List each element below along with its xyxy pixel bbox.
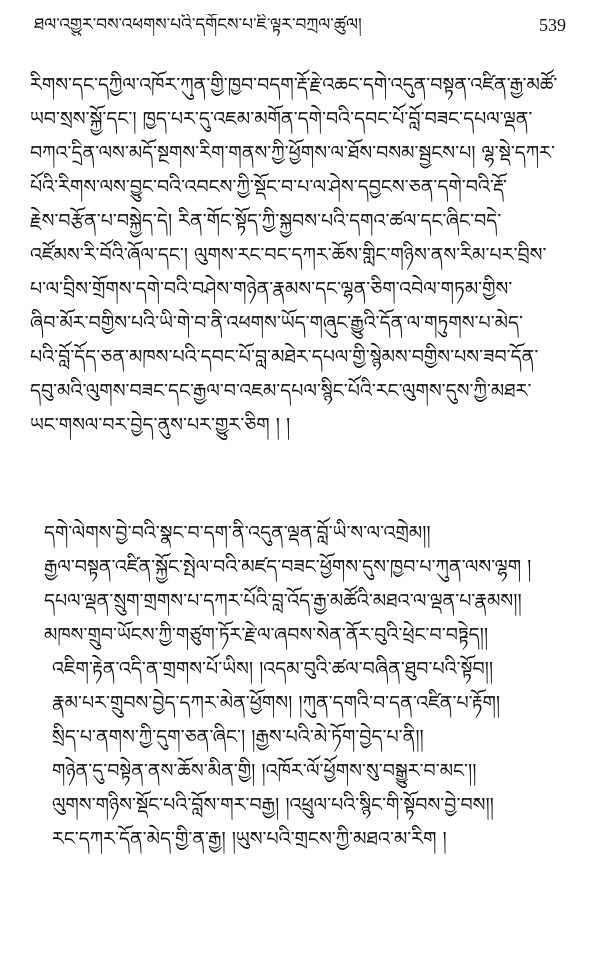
verse-block [44, 516, 574, 856]
prose-line: པོའི་རིགས་ལས་བྱུང་བའི་འབངས་ཀྱི་སྡོང་བ་པ་ལ་ཤེས་དབྱངས་ཅན་དགེ་བའི་རྡོ་ [30, 176, 507, 198]
running-head: ཐལ་འགྱུར་བས་འཕགས་པའི་དགོངས་པ་ཇི་ལྟར་བཀྲལ་ཚུལ། [34, 15, 362, 35]
prose-block [30, 68, 570, 442]
prose-line: རིགས་དང་དཀྱིལ་འཁོར་ཀུན་གྱི་ཁྱབ་བདག་རྡོ་རྗེ་འཆང་དགེ་འདུན་བསྟན་འཛིན་རྒྱ་མཚོ་ [30, 74, 558, 96]
verse-line: རྒྱལ་བསྟན་འཛིན་སྐྱོང་སྤེལ་བའི་མཛད་བཟང་ཕྱོགས་དུས་ཁྱབ་པ་ཀུན་ལས་ལྷག ། [44, 556, 532, 578]
prose-line: རྗེས་བརྩོན་པ་བསྐྱེད་དེ། རིན་གོང་སྟོད་ཀྱི་སྐྱབས་པའི་དགའ་ཚལ་དང་ཞིང་བདེ་ [30, 210, 502, 232]
prose-line: ཞིབ་མོར་བགྱིས་པའི་ཡི་གེ་བ་ནི་འཕགས་ཡོད་གཞུང་རྒྱུའི་དོན་ལ་གཏུགས་པ་མེད་ [30, 312, 524, 334]
verse-line: འཇིག་རྟེན་འདི་ན་གྲགས་པོ་ཡིས། །འདམ་བུའི་ཚལ་བཞིན་ཐུབ་པའི་སྟོབ།། [52, 658, 494, 680]
verse-line: གཉེན་དུ་བསྟེན་ནས་ཆོས་མིན་གྱི། །འཁོར་ལོ་ཕྱོགས་སུ་བསྒྱུར་བ་མང་།། [52, 760, 477, 782]
prose-line: བཀའ་དྲིན་ལས་མདོ་སྔགས་རིག་གནས་ཀྱི་ཕྱོགས་ལ་ཐོས་བསམ་སྦྱངས་པ། ལྷ་སྡེ་དཀར་ [30, 142, 556, 164]
prose-line: ཡབ་སྲས་སྐྱོ་དང་། ཁྱད་པར་དུ་འཇམ་མགོན་དགེ་བའི་དབང་པོ་བློ་བཟང་དཔལ་ལྡན་ [30, 108, 533, 130]
prose-line: པ་ལ་བྲིས་གྲོགས་དགེ་བའི་བཤེས་གཉེན་རྣམས་དང་ལྷན་ཅིག་འབེལ་གཏམ་གྱིས་ [30, 278, 513, 300]
prose-line: འཛོམས་རི་བོའི་ཞོལ་དང་། ལུགས་རང་བང་དཀར་ཆོས་གླིང་གཉིས་ནས་རིམ་པར་བྲིས་ [30, 244, 547, 266]
prose-line: ཡང་གསལ་བར་བྱེད་ནུས་པར་གྱུར་ཅིག ། ། [30, 414, 291, 436]
prose-line: དབུ་མའི་ལུགས་བཟང་དང་རྒྱལ་བ་འཇམ་དཔལ་སྙིང་པོའི་རང་ལུགས་དུས་ཀྱི་མཐར་ [30, 380, 532, 402]
verse-line: མཁས་གྲུབ་ཡོངས་ཀྱི་གཙུག་ཏོར་རྗེ་ལ་ཞབས་སེན་ནོར་བུའི་ཕྲེང་བ་བཏྟེད།། [44, 624, 489, 646]
verse-line: རང་དཀར་དོན་མེད་གྱི་ན་རྒྱ། །ཡུས་པའི་གྲངས་ཀྱི་མཐའ་མ་རིག ། [52, 828, 447, 850]
verse-line: དགེ་ལེགས་བྱེ་བའི་སྣང་བ་དག་ནི་འདུན་ལྡན་བློ་ཡི་ས་ལ་འགྲེམ།། [44, 522, 431, 544]
verse-line: རྣམ་པར་གྲུབས་བྱེད་དཀར་མེན་ཕྱོགས། །ཀུན་དགའི་བ་དན་འཛིན་པ་རྟོག། [52, 692, 501, 714]
page-number: 539 [539, 15, 566, 35]
verse-line: དཔལ་ལྡན་སྲུག་གྲགས་པ་དཀར་པོའི་བླ་འོད་རྒྱ་མཚོའི་མཐའ་ལ་ལྡན་པ་རྣམས།། [44, 590, 522, 612]
prose-line: པའི་བློ་དོད་ཅན་མཁས་པའི་དབང་པོ་བླ་མཐེར་དཔལ་གྱི་སྙེམས་བགྱིས་པས་ཟབ་དོན་ [30, 346, 539, 368]
verse-line: ལུགས་གཉིས་སྡོང་པའི་བློས་གར་བརྒྱ། །འཕྲུལ་པའི་སྙིང་གི་སྟོབས་བྱེ་བས།། [52, 794, 494, 816]
verse-line: སྲིད་པ་ནགས་ཀྱི་དུག་ཅན་ཞིང་། །རྒྱས་པའི་མེ་ཏོག་བྱེད་པ་ནི།། [52, 726, 424, 748]
